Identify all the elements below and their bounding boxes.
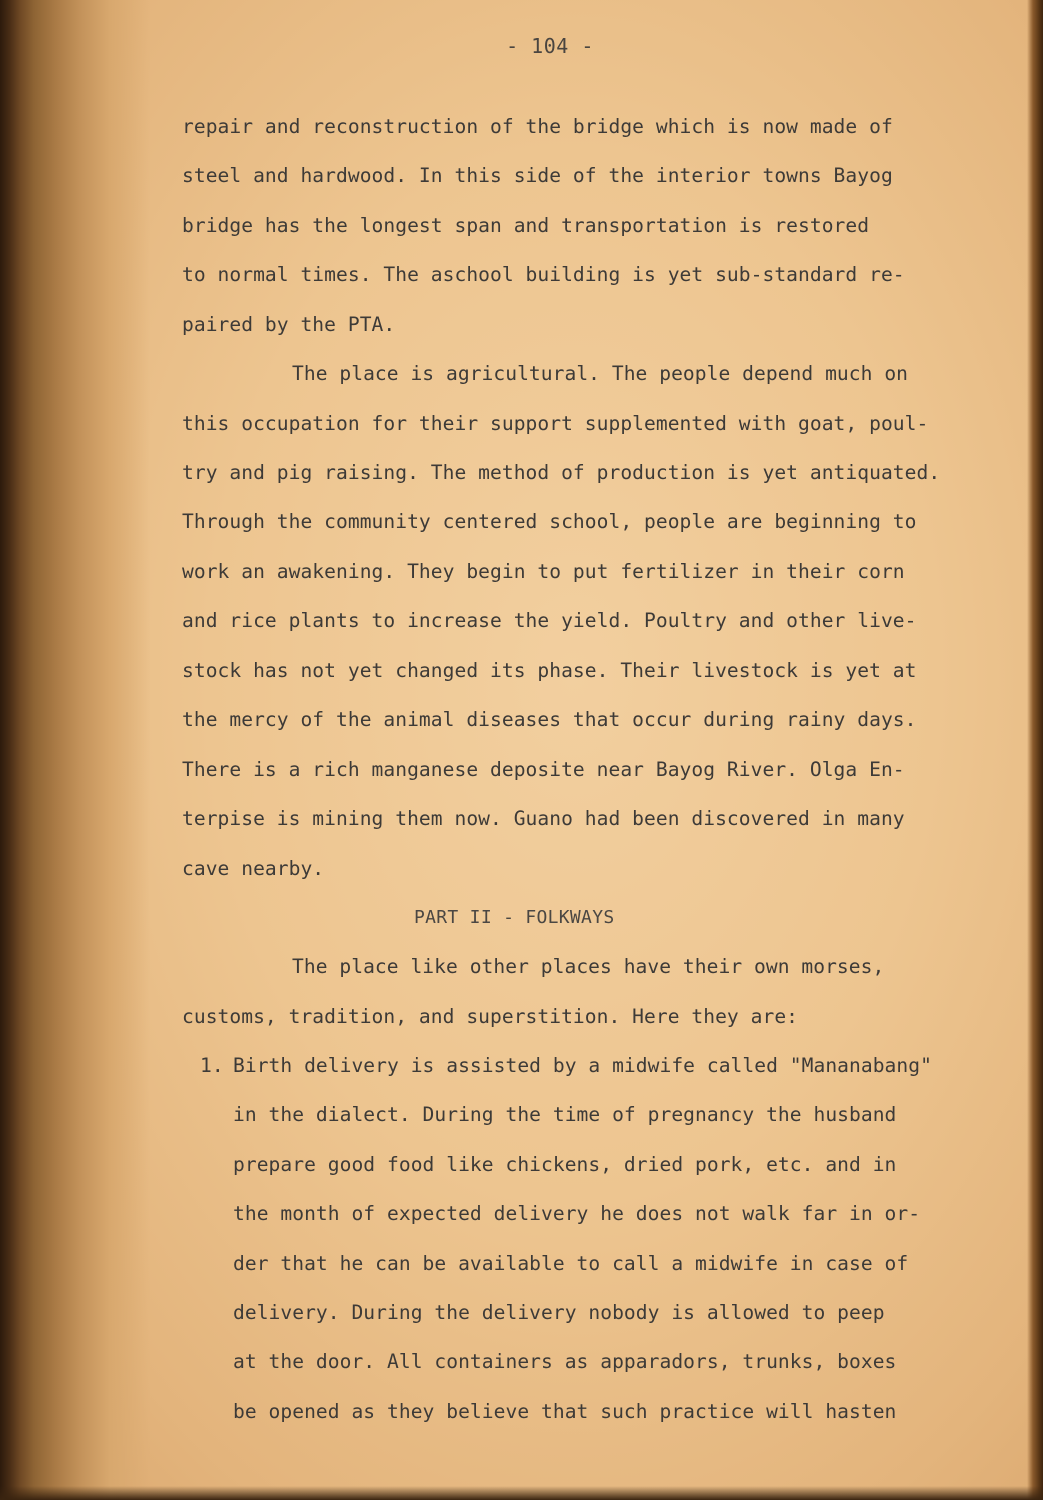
paragraph-2-line-6: and rice plants to increase the yield. Poultry and other live- — [182, 609, 917, 632]
binding-shadow — [0, 0, 150, 1500]
paragraph-2-line-4: Through the community centered school, people are beginning to — [182, 510, 917, 533]
paragraph-2-line-11: cave nearby. — [182, 857, 325, 880]
paragraph-2-line-5: work an awakening. They begin to put fertilizer in their corn — [182, 560, 905, 583]
list-item-1-line-5: der that he can be available to call a midwife in case of — [233, 1252, 909, 1275]
list-item-1-line-7: at the door. All containers as apparadors, trunks, boxes — [233, 1350, 897, 1373]
paragraph-3-line-2: customs, tradition, and superstition. Here they are: — [182, 1005, 799, 1028]
page-number: - 104 - — [506, 34, 594, 58]
paragraph-2-line-9: There is a rich manganese deposite near Bayog River. Olga En- — [182, 758, 905, 781]
paragraph-2-line-3: try and pig raising. The method of production is yet antiquated. — [182, 461, 941, 484]
paragraph-1-line-4: to normal times. The aschool building is yet sub-standard re- — [182, 263, 905, 286]
paragraph-1-line-3: bridge has the longest span and transportation is restored — [182, 214, 870, 237]
paragraph-2-line-1: The place is agricultural. The people depend much on — [292, 362, 909, 385]
page-right-edge — [1027, 0, 1043, 1500]
list-item-1-line-4: the month of expected delivery he does not walk far in or- — [233, 1202, 921, 1225]
list-item-1-line-8: be opened as they believe that such practice will hasten — [233, 1400, 897, 1423]
paragraph-2-line-10: terpise is mining them now. Guano had been discovered in many — [182, 807, 905, 830]
paragraph-1-line-2: steel and hardwood. In this side of the interior towns Bayog — [182, 164, 893, 187]
list-item-1-line-2: in the dialect. During the time of pregnancy the husband — [233, 1103, 897, 1126]
paragraph-2-line-8: the mercy of the animal diseases that occur during rainy days. — [182, 708, 917, 731]
list-item-1-line-3: prepare good food like chickens, dried pork, etc. and in — [233, 1153, 897, 1176]
list-item-1-number: 1. — [200, 1054, 224, 1077]
paragraph-3-line-1: The place like other places have their own morses, — [292, 955, 885, 978]
page-bottom-edge — [0, 1486, 1043, 1500]
paragraph-1-line-1: repair and reconstruction of the bridge which is now made of — [182, 115, 893, 138]
paragraph-1-line-5: paired by the PTA. — [182, 313, 396, 336]
list-item-1-line-6: delivery. During the delivery nobody is allowed to peep — [233, 1301, 885, 1324]
paragraph-2-line-2: this occupation for their support supplemented with goat, poul- — [182, 412, 929, 435]
section-heading: PART II - FOLKWAYS — [414, 907, 615, 928]
list-item-1-line-1: Birth delivery is assisted by a midwife called "Mananabang" — [233, 1054, 932, 1077]
paragraph-2-line-7: stock has not yet changed its phase. Their livestock is yet at — [182, 659, 917, 682]
